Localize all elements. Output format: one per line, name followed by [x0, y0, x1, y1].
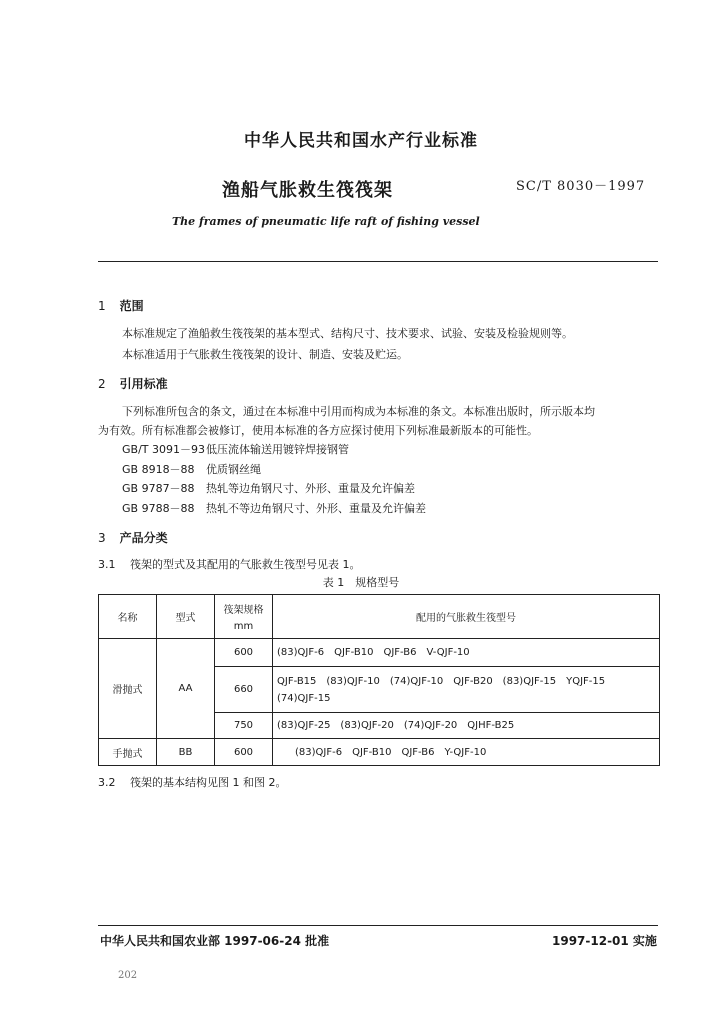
reference-name: 热轧等边角钢尺寸、外形、重量及允许偏差 — [206, 482, 415, 495]
header-name: 名称 — [99, 595, 157, 639]
section-number: 2 — [98, 377, 106, 391]
cell-type: BB — [157, 739, 215, 766]
section-title: 引用标准 — [119, 377, 168, 391]
header-spec — [215, 595, 273, 639]
clause-3-2 — [98, 774, 287, 790]
reference-item — [122, 500, 426, 516]
clause-number: 3.1 — [98, 558, 116, 571]
header-divider — [98, 261, 658, 262]
header-models: 配用的气胀救生筏型号 — [273, 595, 660, 639]
cell-models — [273, 667, 660, 713]
models-line-1: QJF-B15 (83)QJF-10 (74)QJF-10 QJF-B20 (83)QJF-15 YQJF-15 — [277, 675, 606, 687]
reference-code: GB 9788－88 — [122, 502, 195, 515]
cell-models: (83)QJF-25 (83)QJF-20 (74)QJF-20 QJHF-B25 — [273, 713, 660, 739]
section-title: 产品分类 — [119, 531, 168, 545]
header-type: 型式 — [157, 595, 215, 639]
cell-spec: 660 — [215, 667, 273, 713]
cell-type: AA — [157, 639, 215, 739]
table-row — [99, 739, 660, 766]
reference-code: GB/T 3091－93 — [122, 443, 205, 456]
reference-code: GB 8918－88 — [122, 463, 195, 476]
section-title: 范围 — [119, 299, 144, 313]
cell-spec: 600 — [215, 739, 273, 766]
table-caption: 表 1 规格型号 — [322, 576, 400, 589]
header-spec-label: 筏架规格 — [223, 605, 264, 616]
cell-models: (83)QJF-6 QJF-B10 QJF-B6 Y-QJF-10 — [273, 739, 660, 766]
section-number: 1 — [98, 299, 106, 313]
section-2-heading — [98, 375, 168, 392]
reference-name: 优质钢丝绳 — [206, 463, 261, 476]
clause-3-1 — [98, 556, 361, 572]
implementation-date: 1997-12-01 实施 — [552, 934, 657, 948]
clause-text: 筏架的型式及其配用的气胀救生筏型号见表 1。 — [130, 558, 361, 571]
section-2-paragraph-line-2: 为有效。所有标准都会被修订，使用本标准的各方应探讨使用下列标准最新版本的可能性。 — [98, 424, 538, 437]
issuing-body-title: 中华人民共和国水产行业标准 — [244, 131, 478, 151]
header-spec-unit: mm — [233, 621, 254, 632]
reference-code: GB 9787－88 — [122, 482, 195, 495]
table-row — [99, 639, 660, 667]
models-line-2: (74)QJF-15 — [277, 692, 331, 704]
section-number: 3 — [98, 531, 106, 545]
standard-title-english: The frames of pneumatic life raft of fishing vessel — [172, 215, 480, 228]
section-3-heading — [98, 529, 168, 546]
section-1-heading — [98, 297, 144, 314]
cell-spec: 600 — [215, 639, 273, 667]
approval-date: 中华人民共和国农业部 1997-06-24 批准 — [100, 934, 330, 948]
page-number: 202 — [118, 970, 138, 981]
cell-name: 手抛式 — [99, 739, 157, 766]
clause-number: 3.2 — [98, 776, 116, 789]
section-2-paragraph-line-1: 下列标准所包含的条文，通过在本标准中引用而构成为本标准的条文。本标准出版时，所示版本均 — [122, 405, 595, 418]
cell-spec: 750 — [215, 713, 273, 739]
reference-item — [122, 480, 415, 496]
reference-item — [122, 441, 349, 457]
reference-name: 低压流体输送用镀锌焊接钢管 — [206, 443, 349, 456]
footer-divider — [98, 925, 658, 926]
standard-number: SC/T 8030－1997 — [516, 179, 646, 194]
section-1-paragraph-1: 本标准规定了渔船救生筏筏架的基本型式、结构尺寸、技术要求、试验、安装及检验规则等。 — [122, 327, 573, 340]
cell-models: (83)QJF-6 QJF-B10 QJF-B6 V-QJF-10 — [273, 639, 660, 667]
standard-title-chinese: 渔船气胀救生筏筏架 — [222, 180, 393, 201]
section-1-paragraph-2: 本标准适用于气胀救生筏筏架的设计、制造、安装及贮运。 — [122, 348, 408, 361]
reference-item — [122, 461, 261, 477]
clause-text: 筏架的基本结构见图 1 和图 2。 — [130, 776, 287, 789]
reference-name: 热轧不等边角钢尺寸、外形、重量及允许偏差 — [206, 502, 426, 515]
table-header-row — [99, 595, 660, 639]
cell-name: 滑抛式 — [99, 639, 157, 739]
spec-table — [98, 594, 660, 766]
